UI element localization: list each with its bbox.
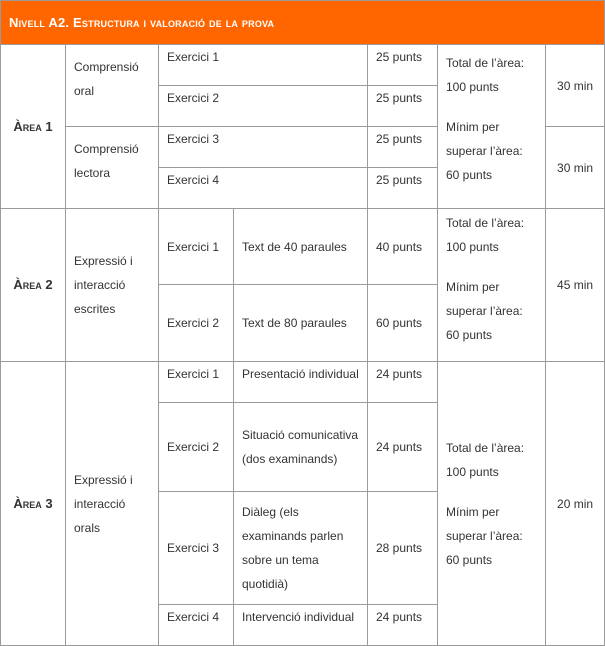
area-3-exercise-3: Exercici 3 [159,492,234,605]
area-1-exercise-1: Exercici 1 [159,45,368,86]
title-row [1,1,605,45]
area-1-scoring [438,45,546,209]
table-title: Nivell A2. Estructura i valoració de la prova [1,1,605,45]
area-3-exercise-1-points: 24 punts [368,362,438,403]
table-row [1,362,605,403]
area-2-scoring [438,209,546,362]
area-3-total: Total de l’àrea: 100 punts [446,440,525,479]
area-2-skill: Expressió i interacció escrites [66,209,159,362]
area-1-exercise-4: Exercici 4 [159,168,368,209]
area-3-exercise-3-points: 28 punts [368,492,438,605]
area-2-exercise-2: Exercici 2 [159,285,234,362]
area-3-exercise-2: Exercici 2 [159,403,234,492]
area-3-exercise-4-desc: Intervenció individual [234,605,368,646]
area-1-exercise-2: Exercici 2 [159,86,368,127]
area-1-time-oral: 30 min [546,45,605,127]
area-2-exercise-1-desc: Text de 40 paraules [234,209,368,285]
area-3-exercise-2-points: 24 punts [368,403,438,492]
area-1-total: Total de l’àrea: 100 punts [446,56,525,94]
area-2-time: 45 min [546,209,605,362]
table-row [1,45,605,86]
area-2-exercise-2-desc: Text de 80 paraules [234,285,368,362]
area-3-skill: Expressió i interacció orals [66,362,159,646]
area-1-exercise-3: Exercici 3 [159,127,368,168]
area-3-minimum: Mínim per superar l’àrea: 60 punts [446,504,523,567]
area-1-skill-reading: Comprensió lectora [66,127,159,209]
area-1-minimum: Mínim per superar l’àrea: 60 punts [446,120,523,182]
area-3-exercise-1-desc: Presentació individual [234,362,368,403]
area-2-label: Àrea 2 [1,209,66,362]
area-2-exercise-2-points: 60 punts [368,285,438,362]
area-1-exercise-2-points: 25 punts [368,86,438,127]
area-3-exercise-4: Exercici 4 [159,605,234,646]
area-3-exercise-4-points: 24 punts [368,605,438,646]
area-3-scoring [438,362,546,646]
area-2-minimum: Mínim per superar l’àrea: 60 punts [446,280,523,342]
area-1-exercise-1-points: 25 punts [368,45,438,86]
area-3-label: Àrea 3 [1,362,66,646]
area-2-exercise-1-points: 40 punts [368,209,438,285]
area-3-exercise-2-desc: Situació comunicativa (dos examinands) [234,403,368,492]
area-1-exercise-3-points: 25 punts [368,127,438,168]
area-2-total: Total de l’àrea: 100 punts [446,216,525,254]
area-1-skill-oral: Comprensió oral [66,45,159,127]
area-3-exercise-1: Exercici 1 [159,362,234,403]
table-row [1,209,605,285]
area-1-exercise-4-points: 25 punts [368,168,438,209]
area-1-time-reading: 30 min [546,127,605,209]
area-3-exercise-3-desc: Diàleg (els examinands parlen sobre un tema quotidià) [234,492,368,605]
area-2-exercise-1: Exercici 1 [159,209,234,285]
area-1-label: Àrea 1 [1,45,66,209]
area-3-time: 20 min [546,362,605,646]
